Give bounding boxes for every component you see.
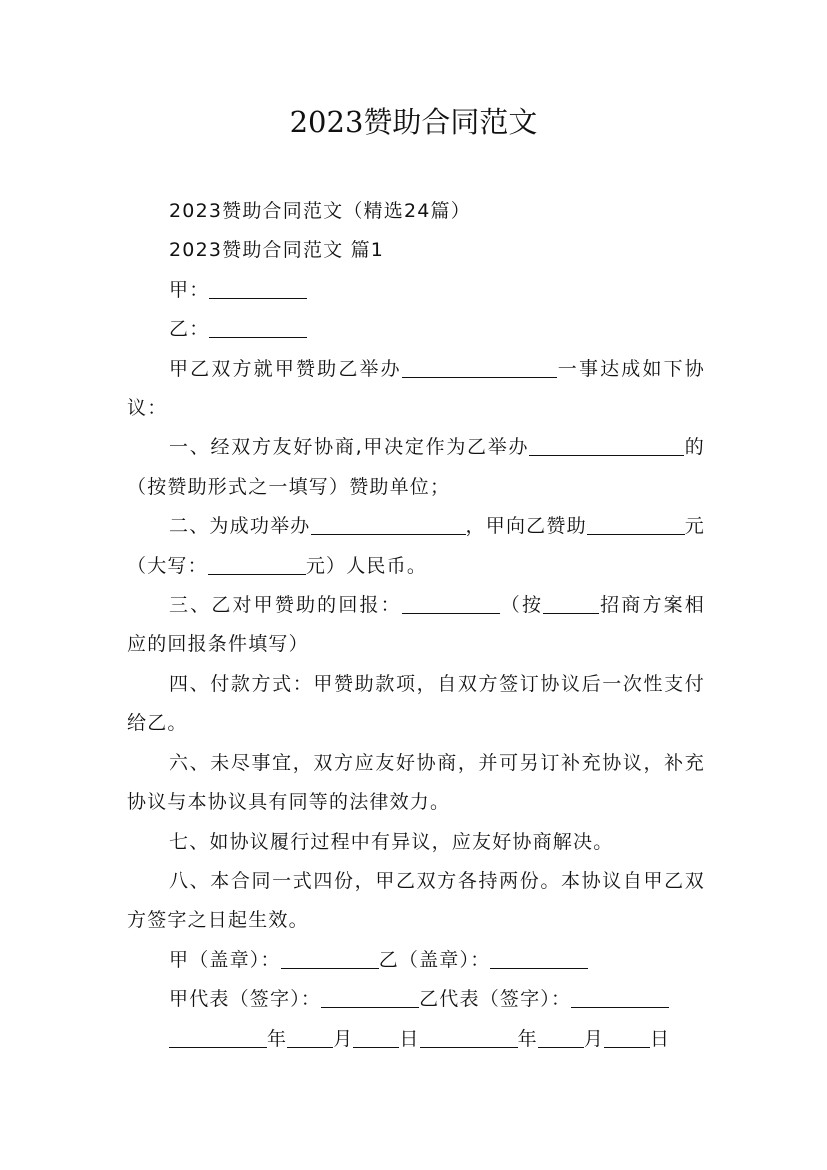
- clause-6: 六、未尽事宜，双方应友好协商，并可另订补充协议，补充协议与本协议具有同等的法律效力。: [127, 751, 705, 814]
- date-b-month-blank[interactable]: [538, 1027, 584, 1048]
- clause-8: 八、本合同一式四份，甲乙双方各持两份。本协议自甲乙双方签字之日起生效。: [127, 869, 705, 932]
- clause-1: 一、经双方友好协商,甲决定作为乙举办 的（按赞助形式之一填写）赞助单位；: [127, 436, 706, 498]
- party-b-blank[interactable]: [209, 317, 307, 338]
- rep-b-blank[interactable]: [571, 987, 669, 1008]
- seal-line: 甲（盖章）： 乙（盖章）：: [127, 941, 705, 980]
- party-b-line: 乙：: [127, 310, 705, 349]
- party-a-blank[interactable]: [209, 278, 307, 299]
- date-a-year-blank[interactable]: [169, 1027, 267, 1048]
- intro-paragraph: 甲乙双方就甲赞助乙举办 一事达成如下协议：: [127, 357, 706, 420]
- document-body: [127, 192, 705, 1059]
- party-a-line: 甲：: [127, 271, 705, 310]
- clause-1-blank[interactable]: [529, 436, 684, 457]
- date-a-day-blank[interactable]: [353, 1027, 399, 1048]
- clause-2-amount-blank[interactable]: [587, 514, 685, 535]
- clause-2-amount-words-blank[interactable]: [208, 554, 306, 575]
- clause-7: 七、如协议履行过程中有异议，应友好协商解决。: [169, 830, 614, 853]
- clause-3-plan-blank[interactable]: [543, 593, 599, 614]
- clause-2: 二、为成功举办 ，甲向乙赞助 元（大写： 元）人民币。: [127, 515, 706, 577]
- date-b-year-blank[interactable]: [420, 1027, 518, 1048]
- representative-line: 甲代表（签字）： 乙代表（签字）：: [127, 980, 705, 1019]
- seal-a-blank[interactable]: [281, 948, 379, 969]
- event-blank[interactable]: [402, 357, 557, 378]
- date-a-month-blank[interactable]: [287, 1027, 333, 1048]
- seal-b-blank[interactable]: [490, 948, 588, 969]
- clause-3-return-blank[interactable]: [402, 593, 500, 614]
- clause-4: 四、付款方式：甲赞助款项，自双方签订协议后一次性支付给乙。: [127, 672, 705, 735]
- rep-a-blank[interactable]: [321, 987, 419, 1008]
- subtitle: 2023赞助合同范文（精选24篇）: [169, 200, 471, 222]
- clause-3: 三、乙对甲赞助的回报： （按 招商方案相应的回报条件填写）: [127, 594, 705, 656]
- date-line: 年 月 日 年 月 日: [127, 1020, 705, 1059]
- section-heading: 2023赞助合同范文 篇1: [169, 239, 385, 262]
- document-title: 2023赞助合同范文: [289, 105, 538, 139]
- date-b-day-blank[interactable]: [604, 1027, 650, 1048]
- clause-2-event-blank[interactable]: [311, 514, 466, 535]
